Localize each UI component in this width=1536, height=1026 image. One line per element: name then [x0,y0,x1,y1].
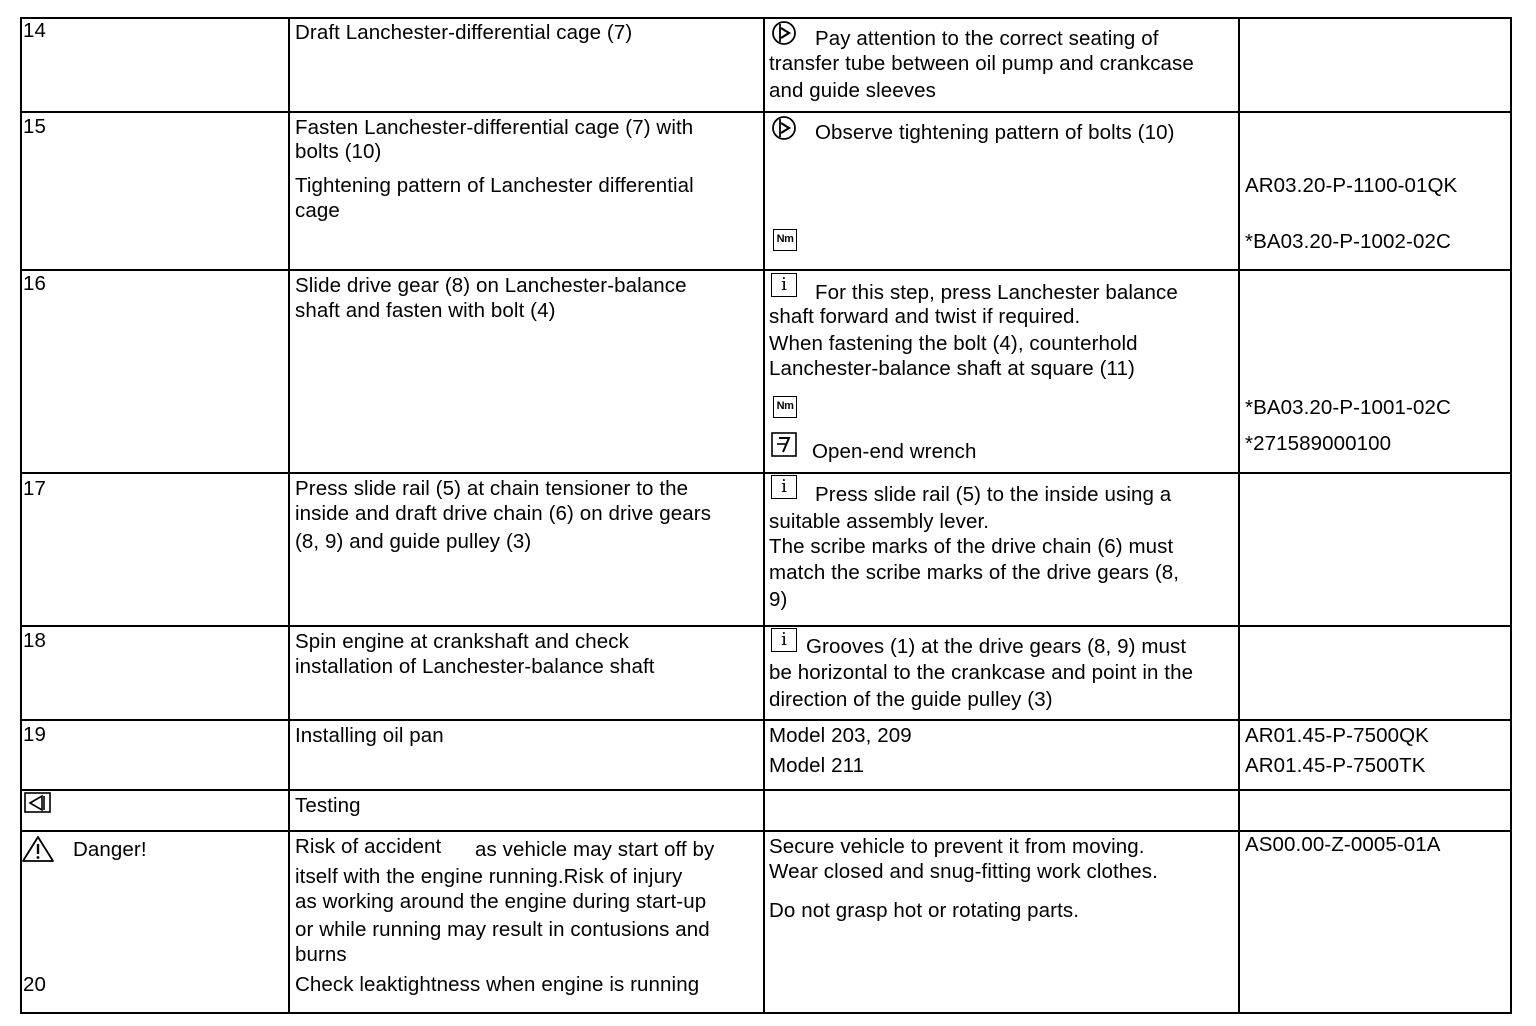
risk-text: as working around the engine during start-up [295,890,707,913]
column-divider [288,17,290,1014]
step-number: 15 [23,115,47,138]
note-text: suitable assembly lever. [769,510,990,533]
action-text: inside and draft drive chain (6) on drive gears [295,502,712,525]
row-divider [20,719,1512,721]
action-text: shaft and fasten with bolt (4) [295,299,556,322]
step-number: 18 [23,629,47,652]
action-text: Draft Lanchester-differential cage (7) [295,21,633,44]
reference-link[interactable]: AR01.45-P-7500TK [1245,754,1426,777]
action-text: Fasten Lanchester-differential cage (7) with [295,116,694,139]
step-number: 20 [23,973,47,996]
wrench-tool-icon [771,432,799,458]
step-number: 14 [23,19,47,42]
safety-note: Do not grasp hot or rotating parts. [769,899,1080,922]
reference-link[interactable]: *BA03.20-P-1001-02C [1245,396,1451,419]
danger-label: Danger! [73,838,147,861]
action-text: Check leaktightness when engine is running [295,973,700,996]
action-text: Spin engine at crankshaft and check [295,630,629,653]
step-number: 16 [23,272,47,295]
tool-text: Open-end wrench [812,440,977,463]
note-text: For this step, press Lanchester balance [815,281,1178,304]
step-number: 17 [23,477,47,500]
arrow-notice-icon [771,115,799,141]
note-text: Lanchester-balance shaft at square (11) [769,357,1135,380]
risk-text: as vehicle may start off by [475,838,715,861]
risk-text: burns [295,943,347,966]
test-icon [24,792,52,814]
info-icon: i [771,475,797,499]
table-border-left [20,17,22,1014]
column-divider [763,17,765,1014]
arrow-notice-icon [771,20,799,46]
info-icon: i [771,628,797,652]
note-text: Observe tightening pattern of bolts (10) [815,121,1175,144]
row-divider [20,111,1512,113]
warning-triangle-icon [22,835,56,863]
note-text: shaft forward and twist if required. [769,305,1081,328]
note-text: be horizontal to the crankcase and point in the [769,661,1194,684]
row-divider [20,472,1512,474]
reference-link[interactable]: AS00.00-Z-0005-01A [1245,833,1441,856]
table-border-bottom [20,1012,1512,1014]
reference-link[interactable]: AR01.45-P-7500QK [1245,724,1429,747]
note-text: When fastening the bolt (4), counterhold [769,332,1138,355]
column-divider [1238,17,1240,1014]
reference-link[interactable]: *271589000100 [1245,432,1392,455]
note-text: direction of the guide pulley (3) [769,688,1053,711]
note-text: Pay attention to the correct seating of [815,27,1159,50]
safety-note: Secure vehicle to prevent it from moving. [769,835,1145,858]
row-divider [20,789,1512,791]
note-text: 9) [769,588,788,611]
note-text: The scribe marks of the drive chain (6) must [769,535,1174,558]
action-text: bolts (10) [295,140,382,163]
info-icon: i [771,273,797,297]
torque-icon: Nm [773,229,797,251]
note-text: Grooves (1) at the drive gears (8, 9) must [806,635,1187,658]
reference-link[interactable]: *BA03.20-P-1002-02C [1245,230,1451,253]
row-divider [20,269,1512,271]
note-text: and guide sleeves [769,79,936,102]
safety-note: Wear closed and snug-fitting work clothes. [769,860,1158,883]
reference-link[interactable]: AR03.20-P-1100-01QK [1245,174,1458,197]
note-text: Press slide rail (5) to the inside using a [815,483,1172,506]
action-text: Press slide rail (5) at chain tensioner to the [295,477,689,500]
risk-text: or while running may result in contusions and [295,918,710,941]
action-text: installation of Lanchester-balance shaft [295,655,655,678]
risk-text: Risk of accident [295,835,442,858]
table-border-top [20,17,1512,19]
table-border-right [1510,17,1512,1014]
action-text: cage [295,199,340,222]
action-text: Tightening pattern of Lanchester differential [295,174,694,197]
risk-text: itself with the engine running.Risk of injury [295,865,683,888]
row-divider [20,625,1512,627]
step-number: 19 [23,723,47,746]
section-heading: Testing [295,794,361,817]
action-text: Slide drive gear (8) on Lanchester-balance [295,274,687,297]
action-text: Installing oil pan [295,724,444,747]
model-text: Model 211 [769,754,865,777]
action-text: (8, 9) and guide pulley (3) [295,530,532,553]
note-text: transfer tube between oil pump and crankcase [769,52,1194,75]
note-text: match the scribe marks of the drive gears (8, [769,561,1180,584]
model-text: Model 203, 209 [769,724,912,747]
torque-icon: Nm [773,396,797,418]
